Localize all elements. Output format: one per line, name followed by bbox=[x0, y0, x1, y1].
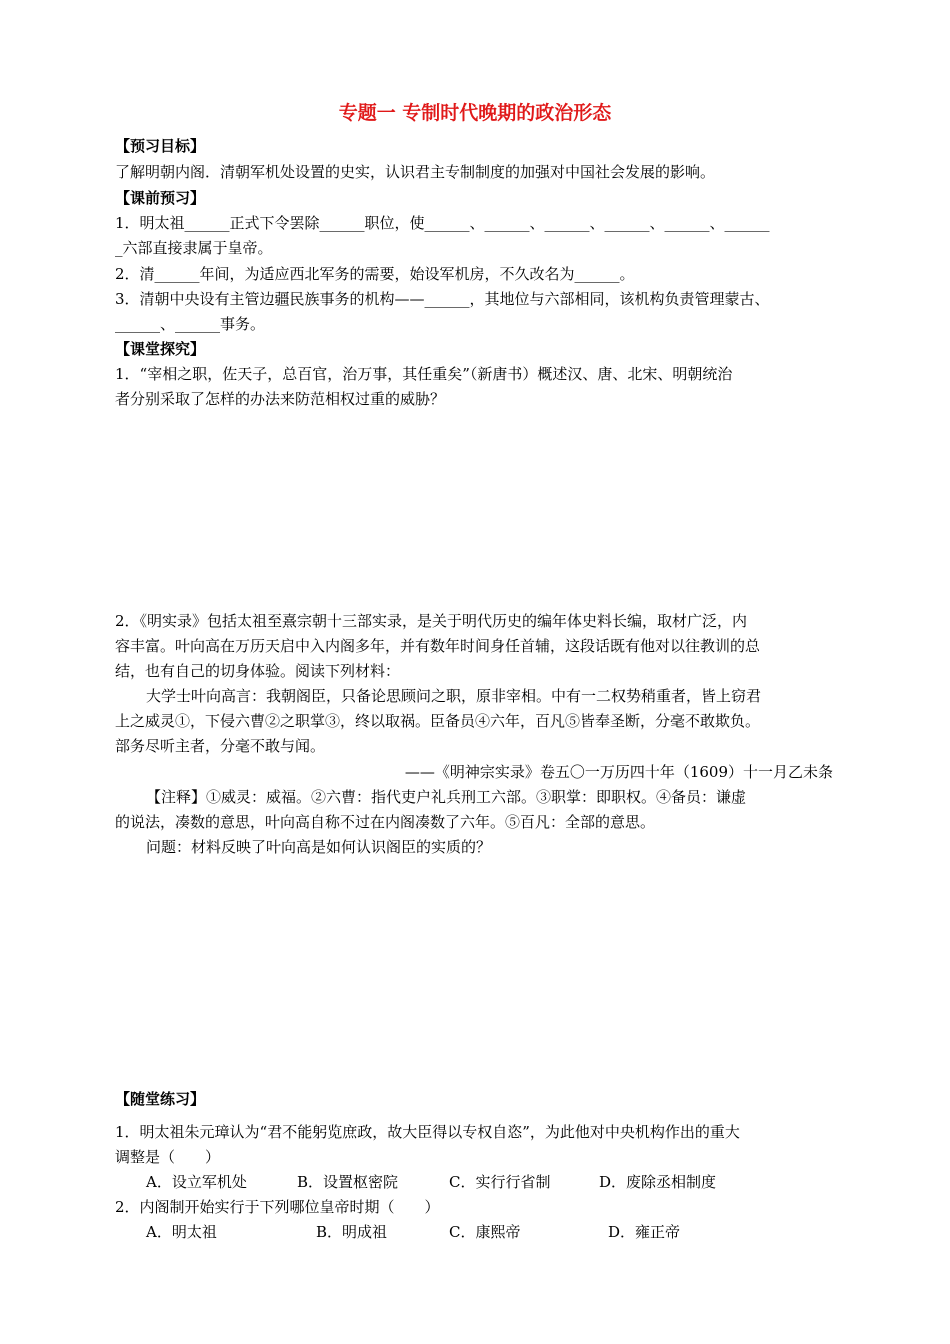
inquiry-q1-line: 者分别采取了怎样的办法来防范相权过重的威胁？ bbox=[115, 390, 446, 408]
practice-q1-option-c: C．实行行省制 bbox=[449, 1173, 551, 1191]
practice-q2-option-b: B．明成祖 bbox=[316, 1223, 388, 1241]
pre-class-heading: 【课前预习】 bbox=[115, 189, 206, 207]
practice-q1-option-d: D．废除丞相制度 bbox=[599, 1173, 717, 1191]
notes-line: 的说法，凑数的意思，叶向高自称不过在内阁凑数了六年。⑤百凡：全部的意思。 bbox=[115, 813, 656, 831]
practice-q1-line: 1．明太祖朱元璋认为“君不能躬览庶政，故大臣得以专权自恣”，为此他对中央机构作出的重大 bbox=[115, 1123, 740, 1141]
preview-goal-text: 了解明朝内阁．清朝军机处设置的史实，认识君主专制制度的加强对中国社会发展的影响。 bbox=[115, 163, 716, 181]
pre-class-line: _六部直接隶属于皇帝。 bbox=[115, 239, 273, 257]
material-line: 上之威灵①，下侵六曹②之职掌③，终以取祸。臣备员④六年，百凡⑤皆奉圣断，分毫不敢欺负。 bbox=[115, 712, 761, 730]
practice-q1-line: 调整是（ ） bbox=[115, 1148, 221, 1166]
pre-class-line: 3．清朝中央设有主管边疆民族事务的机构——______，其地位与六部相同，该机构负责管理蒙古、 bbox=[115, 290, 770, 308]
practice-heading: 【随堂练习】 bbox=[115, 1090, 206, 1108]
practice-q2-line: 2．内阁制开始实行于下列哪位皇帝时期（ ） bbox=[115, 1198, 440, 1216]
pre-class-line: 2．清______年间，为适应西北军务的需要，始设军机房，不久改名为______。 bbox=[115, 265, 635, 283]
practice-q2-option-c: C．康熙帝 bbox=[449, 1223, 521, 1241]
practice-q1-option-b: B．设置枢密院 bbox=[297, 1173, 399, 1191]
practice-q2-option-a: A．明太祖 bbox=[146, 1223, 217, 1241]
pre-class-line: 1．明太祖______正式下令罢除______职位，使______、______、______、______、______、______ bbox=[115, 214, 770, 232]
inquiry-q1-line: 1．“宰相之职，佐天子，总百官，治万事，其任重矣”（新唐书）概述汉、唐、北宋、明朝统治 bbox=[115, 365, 733, 383]
inquiry-heading: 【课堂探究】 bbox=[115, 340, 206, 358]
page-title: 专题一 专制时代晚期的政治形态 bbox=[338, 102, 612, 124]
material-source: ——《明神宗实录》卷五〇一万历四十年（1609）十一月乙未条 bbox=[404, 763, 833, 781]
inquiry-question: 问题：材料反映了叶向高是如何认识阁臣的实质的？ bbox=[146, 838, 492, 856]
notes-line: 【注释】①威灵：威福。②六曹：指代吏户礼兵刑工六部。③职掌：即职权。④备员：谦虚 bbox=[146, 788, 747, 806]
preview-goal-heading: 【预习目标】 bbox=[115, 137, 206, 155]
inquiry-q2-line: 容丰富。叶向高在万历天启中入内阁多年，并有数年时间身任首辅，这段话既有他对以往教训的总 bbox=[115, 637, 761, 655]
material-line: 大学士叶向高言：我朝阁臣，只备论思顾问之职，原非宰相。中有一二权势稍重者，皆上窃君 bbox=[146, 687, 762, 705]
practice-q2-option-d: D．雍正帝 bbox=[608, 1223, 681, 1241]
pre-class-line: ______、______事务。 bbox=[115, 315, 266, 333]
inquiry-q2-line: 结，也有自己的切身体验。阅读下列材料： bbox=[115, 662, 401, 680]
material-line: 部务尽听主者，分毫不敢与闻。 bbox=[115, 737, 326, 755]
practice-q1-option-a: A．设立军机处 bbox=[146, 1173, 247, 1191]
inquiry-q2-line: 2．《明实录》包括太祖至熹宗朝十三部实录，是关于明代历史的编年体史料长编，取材广泛，内 bbox=[115, 612, 748, 630]
